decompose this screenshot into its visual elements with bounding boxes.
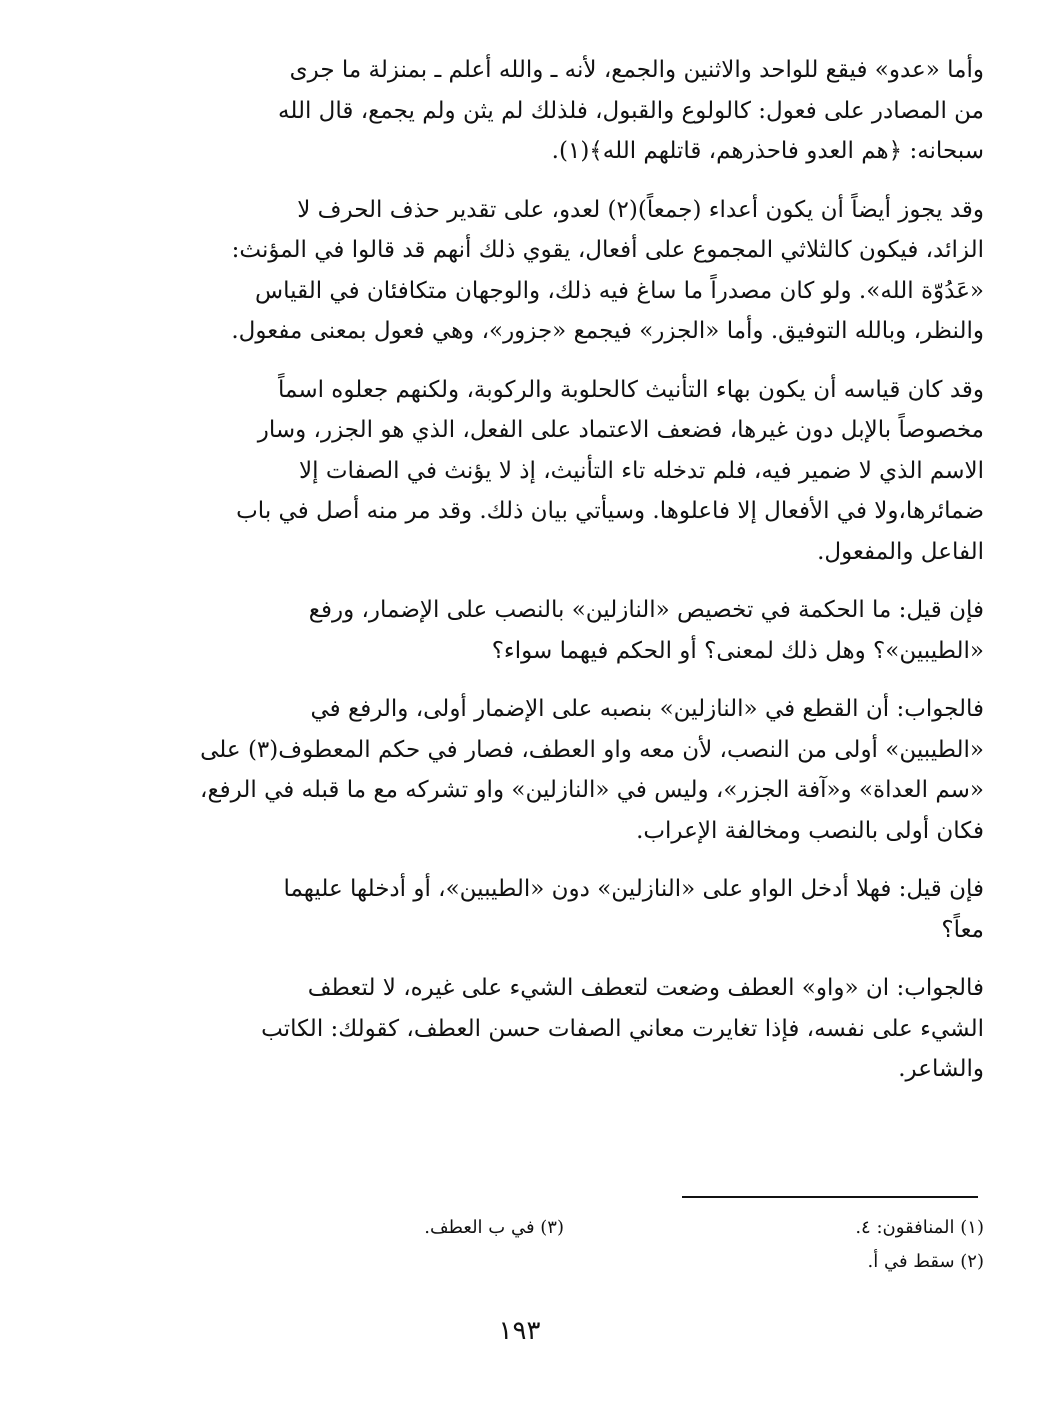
text-line: فكان أولى بالنصب ومخالفة الإعراب. — [636, 817, 984, 844]
text-line: الشيء على نفسه، فإذا تغايرت معاني الصفات حسن العطف، كقولك: الكاتب — [261, 1015, 984, 1042]
footnote-3: (٣) في ب العطف. — [424, 1217, 564, 1238]
main-text — [62, 50, 984, 1108]
text-line: «الطيبين» أولى من النصب، لأن معه واو العطف، فصار في حكم المعطوف(٣) على — [200, 736, 984, 763]
text-line: والشاعر. — [898, 1056, 984, 1082]
text-line: «سم العداة» و«آفة الجزر»، وليس في «النازلين» واو تشركه مع ما قبله في الرفع، — [200, 777, 984, 803]
paragraph-1 — [62, 50, 984, 172]
text-line: الزائد، فيكون كالثلاثي المجموع على أفعال، يقوي ذلك أنهم قد قالوا في المؤنث: — [231, 237, 984, 263]
paragraph-4 — [62, 590, 984, 671]
text-line: فالجواب: ان «واو» العطف وضعت لتعطف الشيء على غيره، لا لتعطف — [307, 975, 984, 1001]
paragraph-3 — [62, 370, 984, 573]
paragraph-5 — [62, 689, 984, 851]
footnote-divider — [682, 1196, 978, 1198]
text-line: فإن قيل: ما الحكمة في تخصيص «النازلين» بالنصب على الإضمار، ورفع — [308, 597, 984, 623]
page-number: ١٩٣ — [498, 1316, 541, 1346]
text-line: معاً؟ — [941, 916, 984, 943]
footnote-1: (١) المنافقون: ٤. — [855, 1217, 984, 1238]
paragraph-7 — [62, 968, 984, 1090]
text-line: «عَدُوّة الله». ولو كان مصدراً ما ساغ فيه ذلك، والوجهان متكافئان في القياس — [255, 277, 984, 304]
text-line: ضمائرها،ولا في الأفعال إلا فاعلوها. وسيأتي بيان ذلك. وقد مر منه أصل في باب — [236, 498, 984, 524]
text-line: والنظر، وبالله التوفيق. وأما «الجزر» فيجمع «جزور»، وهي فعول بمعنى مفعول. — [231, 318, 984, 344]
text-line: سبحانه: ﴿هم العدو فاحذرهم، قاتلهم الله﴾(١). — [551, 138, 984, 164]
text-line: وقد يجوز أيضاً أن يكون أعداء (جمعاً)(٢) لعدو، على تقدير حذف الحرف لا — [297, 196, 984, 223]
text-line: وقد كان قياسه أن يكون بهاء التأنيث كالحلوبة والركوبة، ولكنهم جعلوه اسماً — [278, 376, 984, 403]
text-line: الاسم الذي لا ضمير فيه، فلم تدخله تاء التأنيث، إذ لا يؤنث في الصفات إلا — [299, 457, 984, 484]
text-line: من المصادر على فعول: كالولوع والقبول، فلذلك لم يثن ولم يجمع، قال الله — [278, 97, 984, 124]
text-line: «الطيبين»؟ وهل ذلك لمعنى؟ أو الحكم فيهما سواء؟ — [491, 637, 984, 664]
text-line: فالجواب: أن القطع في «النازلين» بنصبه على الإضمار أولى، والرفع في — [310, 696, 984, 722]
footnote-2: (٢) سقط في أ. — [867, 1251, 984, 1272]
text-line: فإن قيل: فهلا أدخل الواو على «النازلين» دون «الطيبين»، أو أدخلها عليهما — [283, 876, 984, 902]
footnotes — [300, 1211, 984, 1279]
paragraph-2 — [62, 190, 984, 352]
text-line: الفاعل والمفعول. — [817, 538, 984, 565]
text-line: مخصوصاً بالإبل دون غيرها، فضعف الاعتماد على الفعل، الذي هو الجزر، وسار — [257, 417, 984, 443]
paragraph-6 — [62, 869, 984, 950]
footnote-row — [300, 1211, 984, 1245]
footnote-row — [300, 1245, 984, 1279]
text-line: وأما «عدو» فيقع للواحد والاثنين والجمع، لأنه ـ والله أعلم ـ بمنزلة ما جرى — [289, 57, 984, 83]
